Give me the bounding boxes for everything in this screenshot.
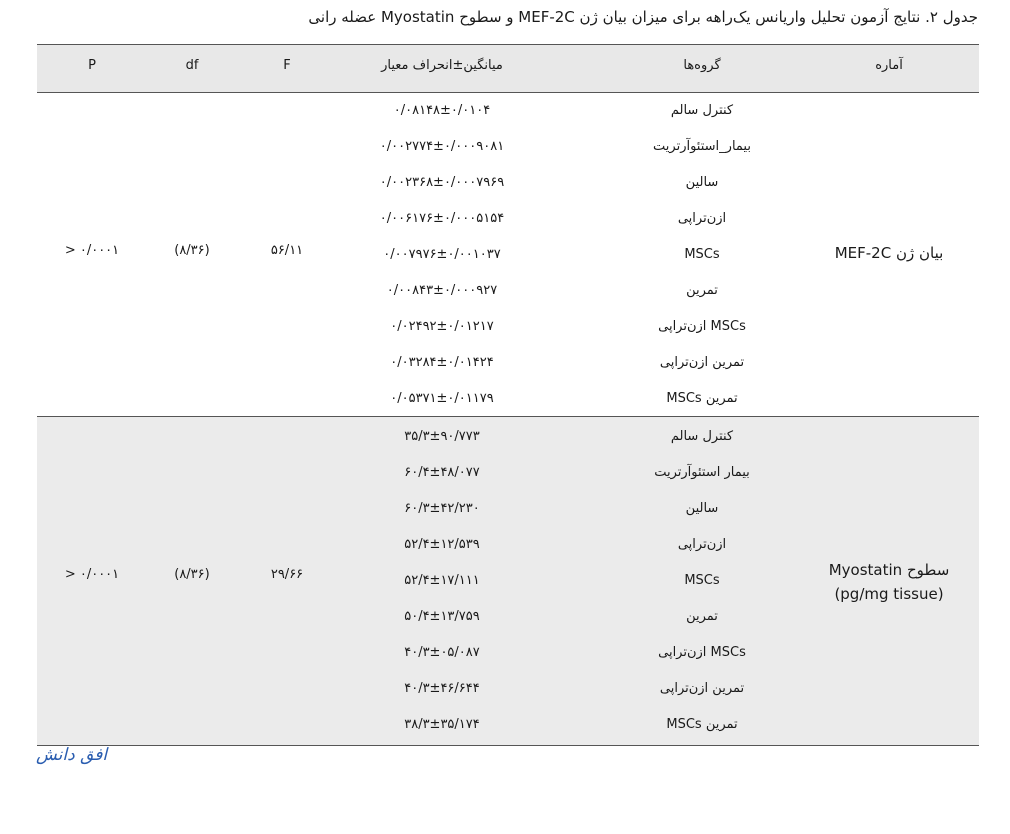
p-value: > ۰/۰۰۰۱ [64,243,120,258]
group-cell: MSCs [684,247,720,262]
df-value: (۸/۳۶) [174,567,210,582]
table-caption: جدول ۲. نتایج آزمون تحلیل واریانس یک‌راهه برای میزان بیان ژن MEF-2C و سطوح Myostatin عضله رانی [308,8,978,26]
group-cell: کنترل سالم [670,103,734,118]
mean-sd-cell: ۰/۰۰۲۷۷۴±۰/۰۰۰۹۰۸۱ [379,139,505,154]
mean-sd-cell: ۴۰/۳±۰۵/۰۸۷ [404,645,480,660]
param-label: بیان ژن MEF-2C [834,244,944,262]
table-row [37,671,979,707]
table-row [37,129,979,165]
mean-sd-cell: ۶۰/۳±۴۲/۲۳۰ [404,501,480,516]
group-cell: تمرین MSCs [666,717,738,732]
mean-sd-cell: ۰/۰۰۲۳۶۸±۰/۰۰۰۷۹۶۹ [379,175,505,190]
table-row [37,707,979,743]
header-f: F [283,58,291,73]
section-myostatin [37,417,979,746]
mean-sd-cell: ۵۰/۴±۱۳/۷۵۹ [404,609,480,624]
group-cell: MSCs ازن‌تراپی [658,319,746,334]
mean-sd-cell: ۰/۰۰۶۱۷۶±۰/۰۰۰۵۱۵۴ [379,211,505,226]
journal-logo: افق دانش [36,745,108,765]
group-cell: کنترل سالم [670,429,734,444]
table-row [37,273,979,309]
table-row [37,635,979,671]
df-value: (۸/۳۶) [174,243,210,258]
header-mean-sd: میانگین±انحراف معیار [381,58,503,73]
table-row [37,599,979,635]
group-cell: تمرین MSCs [666,391,738,406]
group-cell: ازن‌تراپی [677,211,727,226]
param-label: سطوح Myostatin (pg/mg tissue) [828,561,950,603]
group-cell: سالین [685,501,719,516]
table-row [37,165,979,201]
mean-sd-cell: ۰/۰۵۳۷۱±۰/۰۱۱۷۹ [390,391,494,406]
table-row [37,237,979,273]
group-cell: MSCs ازن‌تراپی [658,645,746,660]
p-value: > ۰/۰۰۰۱ [64,567,120,582]
mean-sd-cell: ۰/۰۰۸۴۳±۰/۰۰۰۹۲۷ [386,283,498,298]
section-mef2c [37,93,979,417]
group-cell: تمرین ازن‌تراپی [659,681,745,696]
f-value: ۲۹/۶۶ [270,567,304,582]
mean-sd-cell: ۰/۰۰۷۹۷۶±۰/۰۰۱۰۳۷ [383,247,501,262]
header-param: آماره [875,58,903,73]
group-cell: تمرین [686,609,718,624]
table-row [37,309,979,345]
table-header [37,44,979,93]
mean-sd-cell: ۵۲/۴±۱۲/۵۳۹ [404,537,480,552]
anova-table [37,44,979,746]
table-row [37,563,979,599]
group-cell: MSCs [684,573,720,588]
group-cell: ازن‌تراپی [677,537,727,552]
table-row [37,93,979,129]
group-cell: بیمار استئوآرتریت [654,465,750,480]
mean-sd-cell: ۰/۰۳۲۸۴±۰/۰۱۴۲۴ [390,355,494,370]
header-df: df [185,58,199,73]
mean-sd-cell: ۳۸/۳±۳۵/۱۷۴ [404,717,480,732]
mean-sd-cell: ۳۵/۳±۹۰/۷۷۳ [404,429,480,444]
table-row [37,419,979,455]
table-row [37,491,979,527]
mean-sd-cell: ۴۰/۳±۴۶/۶۴۴ [404,681,480,696]
header-groups: گروه‌ها [683,58,721,73]
group-cell: تمرین ازن‌تراپی [659,355,745,370]
group-cell: تمرین [686,283,718,298]
table-row [37,455,979,491]
table-row [37,527,979,563]
table-row [37,345,979,381]
group-cell: سالین [685,175,719,190]
mean-sd-cell: ۶۰/۴±۴۸/۰۷۷ [404,465,480,480]
mean-sd-cell: ۰/۰۲۴۹۲±۰/۰۱۲۱۷ [390,319,494,334]
table-row [37,201,979,237]
group-cell: بیمار_استئوآرتریت [653,139,751,154]
mean-sd-cell: ۵۲/۴±۱۷/۱۱۱ [404,573,480,588]
header-p: P [88,58,96,73]
table-row [37,381,979,417]
f-value: ۵۶/۱۱ [270,243,304,258]
mean-sd-cell: ۰/۰۸۱۴۸±۰/۰۱۰۴ [393,103,491,118]
